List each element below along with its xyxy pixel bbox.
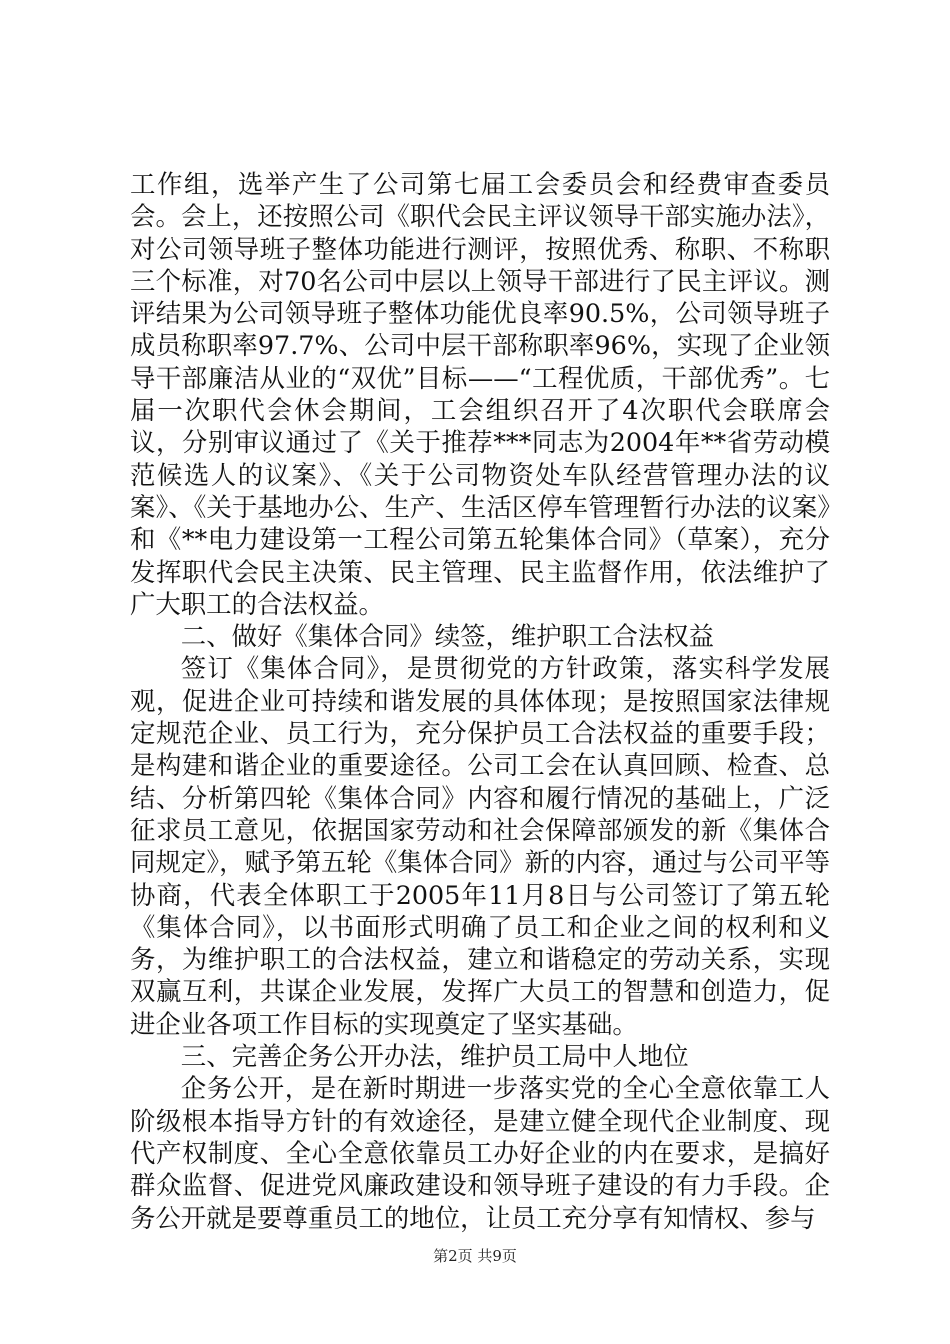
document-body [130,168,830,1234]
paragraph-2: 签订《集体合同》，是贯彻党的方针政策，落实科学发展观，促进企业可持续和谐发展的具体体现；是按照国家法律规定规范企业、员工行为，充分保护员工合法权益的重要手段；是构建和谐企业的重要途径。公司工会在认真回顾、检查、总结、分析第四轮《集体合同》内容和履行情况的基础上，广泛征求员工意见，依据国家劳动和社会保障部颁发的新《集体合同规定》，赋予第五轮《集体合同》新的内容，通过与公司平等协商，代表全体职工于2005年11月8日与公司签订了第五轮《集体合同》，以书面形式明确了员工和企业之间的权利和义务，为维护职工的合法权益，建立和谐稳定的劳动关系，实现双赢互利，共谋企业发展，发挥广大员工的智慧和创造力，促进企业各项工作目标的实现奠定了坚实基础。 [130,653,830,1039]
page-footer [0,1246,950,1266]
page-number-label: 第2页 共9页 [433,1247,517,1265]
section-heading-2: 二、做好《集体合同》续签，维护职工合法权益 [180,621,714,652]
paragraph-3: 企务公开，是在新时期进一步落实党的全心全意依靠工人阶级根本指导方针的有效途径，是建立健全现代企业制度、现代产权制度、全心全意依靠员工办好企业的内在要求，是搞好群众监督、促进党风廉政建设和领导班子建设的有力手段。企务公开就是要尊重员工的地位，让员工充分享有知情权、参与 [130,1073,830,1233]
section-heading-3: 三、完善企务公开办法，维护员工局中人地位 [180,1041,689,1072]
paragraph-1: 工作组，选举产生了公司第七届工会委员会和经费审查委员会。会上，还按照公司《职代会民主评议领导干部实施办法》，对公司领导班子整体功能进行测评，按照优秀、称职、不称职三个标准，对70名公司中层以上领导干部进行了民主评议。测评结果为公司领导班子整体功能优良率90.5%，公司领导班子成员称职率97.7%、公司中层干部称职率96%，实现了企业领导干部廉洁从业的“双优”目标——“工程优质，干部优秀”。七届一次职代会休会期间，工会组织召开了4次职代会联席会议，分别审议通过了《关于推荐***同志为2004年**省劳动模范候选人的议案》、《关于公司物资处车队经营管理办法的议案》、《关于基地办公、生产、生活区停车管理暂行办法的议案》和《**电力建设第一工程公司第五轮集体合同》（草案），充分发挥职代会民主决策、民主管理、民主监督作用，依法维护了广大职工的合法权益。 [130,169,830,619]
